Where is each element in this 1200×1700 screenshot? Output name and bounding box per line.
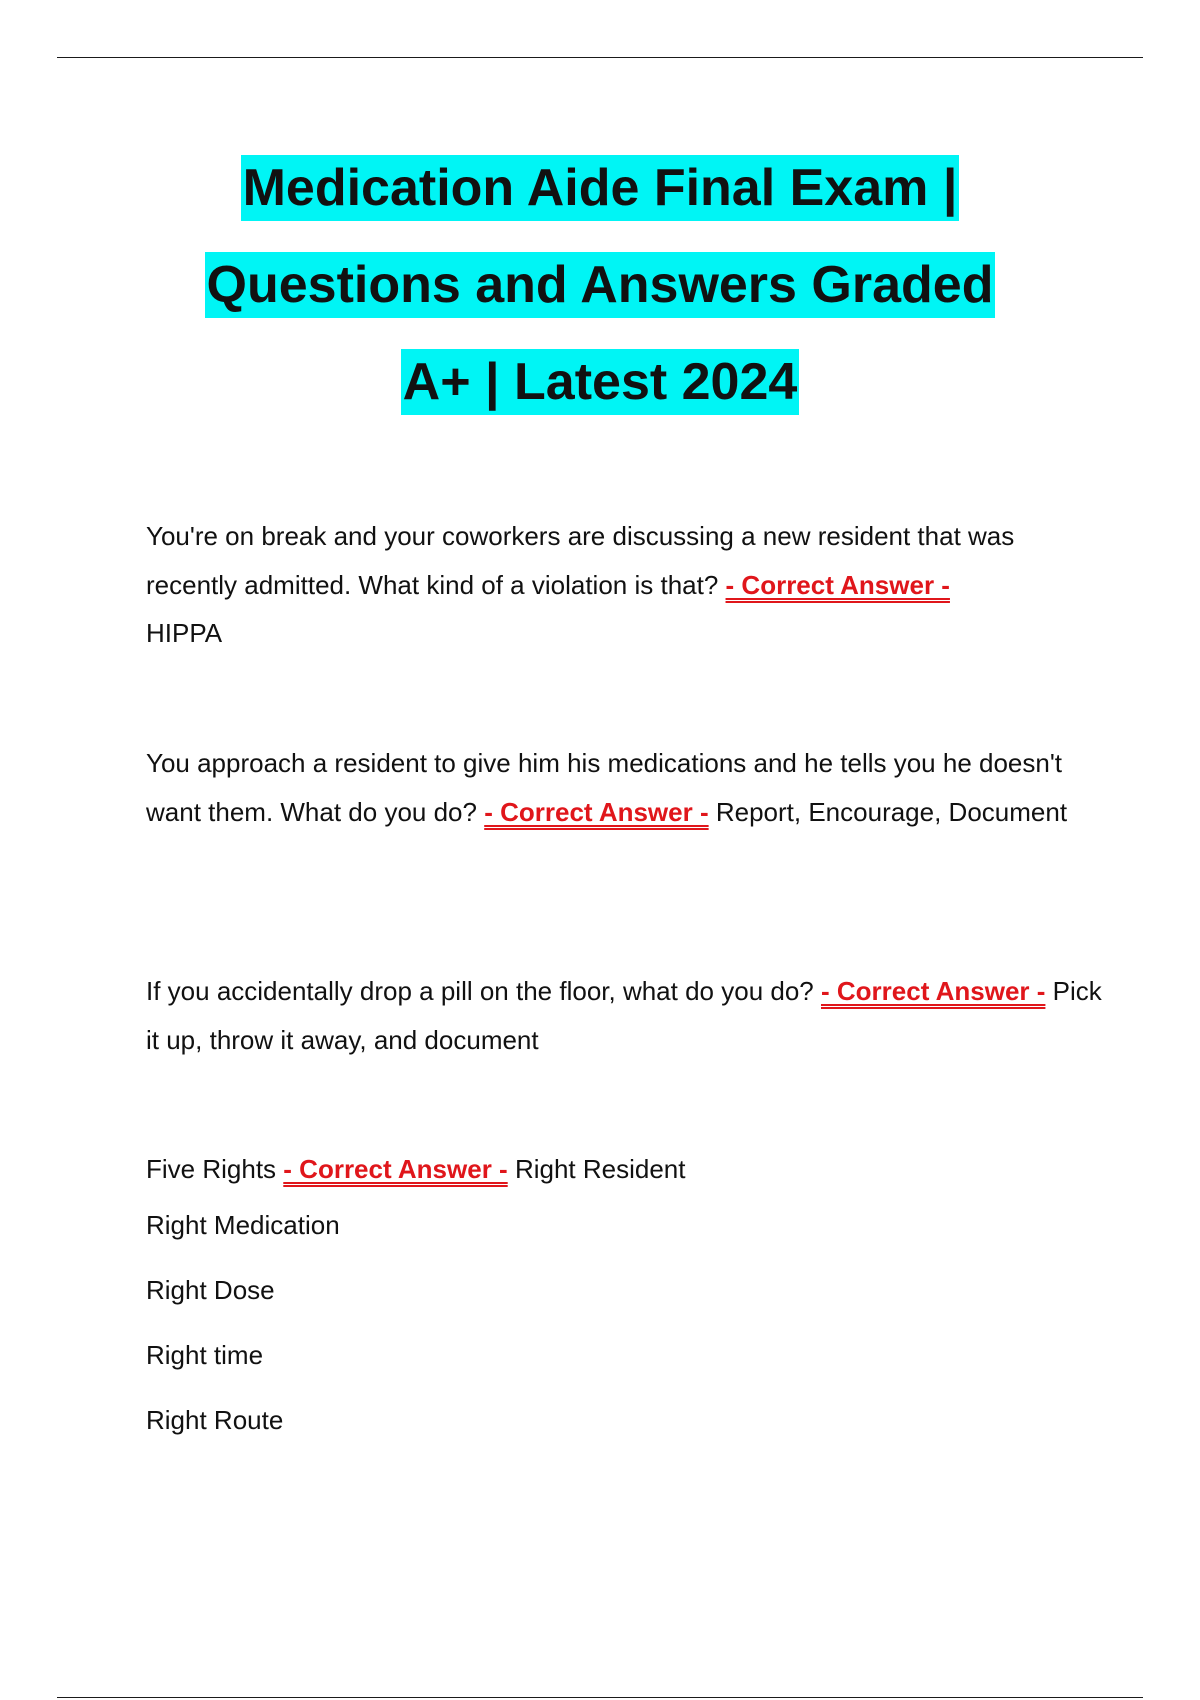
five-rights-question	[146, 1145, 1106, 1193]
title-line: Medication Aide Final Exam |	[100, 140, 1100, 237]
correct-answer-marker: - Correct Answer -	[725, 569, 950, 600]
question-text: You're on break and your coworkers are discussing a new resident that was recently admitted. What kind of a violation is that?	[146, 521, 1015, 600]
qa-item	[146, 739, 1106, 836]
top-rule	[57, 57, 1143, 58]
five-rights-section	[146, 1145, 1106, 1453]
qa-item	[146, 512, 1106, 658]
bottom-rule	[57, 1697, 1143, 1698]
answer-text: Pick it up, throw it away, and document	[146, 976, 1102, 1055]
right-item: Right Route	[146, 1405, 284, 1435]
right-item: Right time	[146, 1340, 264, 1370]
qa-item	[146, 967, 1106, 1064]
correct-answer-marker: - Correct Answer -	[484, 796, 709, 827]
right-item: Right Dose	[146, 1275, 275, 1305]
correct-answer-marker: - Correct Answer -	[821, 976, 1046, 1006]
answer-text: Report, Encourage, Document	[715, 796, 1068, 827]
right-item: Right Resident	[514, 1154, 686, 1184]
title-line: Questions and Answers Graded	[100, 237, 1100, 334]
question-text: If you accidentally drop a pill on the floor, what do you do?	[146, 976, 814, 1006]
title-line: A+ | Latest 2024	[100, 334, 1100, 431]
correct-answer-marker: - Correct Answer -	[283, 1154, 508, 1184]
question-text: Five Rights	[146, 1154, 277, 1184]
right-item: Right Medication	[146, 1210, 340, 1240]
question-text: You approach a resident to give him his medications and he tells you he doesn't want them. What do you do?	[146, 748, 1063, 827]
answer-text: HIPPA	[146, 618, 223, 648]
document-title	[100, 140, 1100, 431]
